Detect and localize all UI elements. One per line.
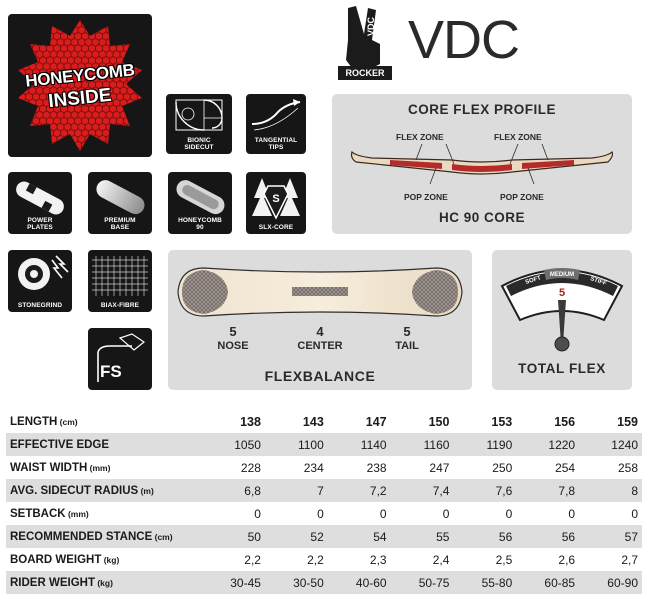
table-cell: 1160 xyxy=(391,433,454,456)
table-row xyxy=(6,548,642,571)
table-cell: 1100 xyxy=(265,433,328,456)
table-cell: 60-90 xyxy=(579,571,642,594)
total-flex-panel xyxy=(492,250,632,390)
table-cell: 0 xyxy=(317,506,324,521)
table-cell: 55 xyxy=(391,525,454,548)
row-label xyxy=(6,525,202,548)
table-cell: 2,3 xyxy=(369,552,387,567)
tail-label: TAIL xyxy=(395,340,419,352)
fs-label: FS xyxy=(100,362,122,381)
table-header-row xyxy=(6,410,642,433)
power-plates-badge xyxy=(8,172,72,234)
pop-zone-right-label: POP ZONE xyxy=(500,192,544,202)
table-cell: 1140 xyxy=(328,433,391,456)
row-label-unit: (m) xyxy=(138,485,154,496)
table-row xyxy=(6,502,642,525)
row-label xyxy=(6,571,202,594)
core-flex-profile-title: CORE FLEX PROFILE xyxy=(407,102,556,117)
flex-zone-left-label: FLEX ZONE xyxy=(396,132,444,142)
table-cell: 56 xyxy=(516,525,579,548)
honeycomb-line2: INSIDE xyxy=(47,84,113,113)
row-label xyxy=(6,410,202,433)
table-cell: 8 xyxy=(579,479,642,502)
table-row xyxy=(6,456,642,479)
table-row xyxy=(6,479,642,502)
honeycomb90-label2: 90 xyxy=(196,224,204,231)
table-cell: 147 xyxy=(365,414,387,429)
table-cell: 1220 xyxy=(516,433,579,456)
table-cell: 55-80 xyxy=(453,571,516,594)
table-cell: 7,4 xyxy=(391,479,454,502)
table-cell: 1050 xyxy=(202,433,265,456)
row-label-text: BOARD WEIGHT xyxy=(10,553,102,566)
row-label-text: LENGTH xyxy=(10,415,58,428)
power-plates-label1: POWER xyxy=(27,217,53,224)
slx-core-badge xyxy=(246,172,306,234)
table-cell: 138 xyxy=(240,414,261,429)
table-row xyxy=(6,571,642,594)
table-cell: 250 xyxy=(492,460,513,475)
flexbalance-title: FLEXBALANCE xyxy=(264,368,376,384)
row-label-unit: (kg) xyxy=(94,577,113,588)
premium-base-badge xyxy=(88,172,152,234)
table-cell: 2,2 xyxy=(244,552,261,567)
honeycomb90-badge xyxy=(168,172,232,234)
power-plates-label2: PLATES xyxy=(27,224,53,231)
gauge-value: 5 xyxy=(558,287,566,299)
bionic-label1: BIONIC xyxy=(187,137,211,144)
tail-value: 5 xyxy=(403,324,411,339)
table-cell: 7 xyxy=(265,479,328,502)
row-label xyxy=(6,548,202,571)
biax-label: BIAX-FIBRE xyxy=(100,302,140,309)
table-cell: 0 xyxy=(631,506,638,521)
board-topsheet-diagram xyxy=(168,256,472,328)
table-cell: 228 xyxy=(240,460,261,475)
total-flex-title: TOTAL FLEX xyxy=(518,361,606,376)
flex-gauge-icon xyxy=(492,250,632,356)
tangential-label2: TIPS xyxy=(268,144,284,151)
row-label xyxy=(6,456,202,479)
biax-fibre-badge xyxy=(88,250,152,312)
logo-hand-text: VDC xyxy=(366,16,376,36)
premium-base-label2: BASE xyxy=(110,224,130,231)
table-cell: 0 xyxy=(568,506,576,521)
table-cell: 57 xyxy=(579,525,642,548)
table-cell: 0 xyxy=(442,506,450,521)
row-label-text: AVG. SIDECUT RADIUS xyxy=(10,484,139,497)
center-value: 4 xyxy=(316,324,324,339)
honeycomb90-label1: HONEYCOMB xyxy=(178,217,222,224)
table-cell: 1190 xyxy=(453,433,516,456)
table-cell: 143 xyxy=(302,414,324,429)
stonegrind-badge xyxy=(8,250,72,312)
honeycomb-inside-badge xyxy=(8,14,152,157)
nose-label: NOSE xyxy=(217,340,249,352)
table-cell: 56 xyxy=(453,525,516,548)
pop-zone-left-label: POP ZONE xyxy=(404,192,448,202)
row-label-unit: (mm) xyxy=(65,508,89,519)
row-label-unit: (mm) xyxy=(87,462,111,473)
table-row xyxy=(6,525,642,548)
row-label xyxy=(6,479,202,502)
table-cell: 2,5 xyxy=(495,552,513,567)
row-label-text: WAIST WIDTH xyxy=(10,461,88,474)
table-cell: 54 xyxy=(328,525,391,548)
row-label-unit: (kg) xyxy=(101,554,120,565)
row-label xyxy=(6,502,202,525)
honeycomb-line1: HONEYCOMB xyxy=(24,60,136,91)
row-label-unit: (cm) xyxy=(152,531,173,542)
table-cell: 50-75 xyxy=(391,571,454,594)
table-cell: 156 xyxy=(554,414,576,429)
row-label-text: SETBACK xyxy=(10,507,66,520)
tangential-tips-badge xyxy=(246,94,306,154)
gauge-soft-label: SOFT xyxy=(524,275,542,286)
table-cell: 247 xyxy=(429,460,450,475)
table-cell: 153 xyxy=(491,414,513,429)
row-label-text: RIDER WEIGHT xyxy=(10,576,95,589)
row-label-unit: (cm) xyxy=(57,416,78,427)
core-profile-diagram xyxy=(332,144,632,184)
table-cell: 30-45 xyxy=(202,571,265,594)
vdc-rocker-logo xyxy=(334,4,396,84)
center-label: CENTER xyxy=(297,340,343,352)
table-cell: 234 xyxy=(303,460,324,475)
tangential-label1: TANGENTIAL xyxy=(254,137,298,144)
table-cell: 258 xyxy=(617,460,638,475)
table-cell: 150 xyxy=(428,414,450,429)
nose-value: 5 xyxy=(229,324,237,339)
flex-zone-right-label: FLEX ZONE xyxy=(494,132,542,142)
table-cell: 238 xyxy=(366,460,387,475)
product-title: VDC xyxy=(408,10,520,70)
table-cell: 60-85 xyxy=(516,571,579,594)
table-cell: 7,8 xyxy=(516,479,579,502)
row-label-text: EFFECTIVE EDGE xyxy=(10,438,110,451)
row-label xyxy=(6,433,202,456)
table-row xyxy=(6,433,642,456)
table-cell: 2,2 xyxy=(307,552,324,567)
core-flex-profile-panel xyxy=(332,94,632,234)
slx-core-label: SLX-CORE xyxy=(258,224,294,231)
table-cell: 159 xyxy=(617,414,638,429)
table-cell: 2,4 xyxy=(432,552,450,567)
table-cell: 2,7 xyxy=(621,552,638,567)
logo-sub: ROCKER xyxy=(345,68,385,78)
table-cell: 52 xyxy=(265,525,328,548)
fs-badge xyxy=(88,328,152,390)
flexbalance-panel xyxy=(168,250,472,390)
stonegrind-label: STONEGRIND xyxy=(17,302,63,309)
table-cell: 40-60 xyxy=(328,571,391,594)
table-cell: 7,2 xyxy=(328,479,391,502)
table-cell: 0 xyxy=(505,506,513,521)
bionic-sidecut-badge xyxy=(166,94,232,154)
gauge-stiff-label: STIFF xyxy=(589,276,608,288)
svg-text:S: S xyxy=(272,193,280,205)
table-cell: 2,6 xyxy=(558,552,576,567)
row-label-text: RECOMMENDED STANCE xyxy=(10,530,153,543)
table-cell: 7,6 xyxy=(453,479,516,502)
premium-base-label1: PREMIUM xyxy=(104,217,136,224)
core-name: HC 90 CORE xyxy=(438,210,526,225)
table-cell: 0 xyxy=(379,506,387,521)
specs-table xyxy=(6,410,642,594)
table-cell: 254 xyxy=(555,460,576,475)
table-cell: 50 xyxy=(202,525,265,548)
table-cell: 6,8 xyxy=(202,479,265,502)
table-cell: 1240 xyxy=(579,433,642,456)
bionic-label2: SIDECUT xyxy=(184,144,214,151)
table-cell: 0 xyxy=(254,506,261,521)
gauge-medium-label: MEDIUM xyxy=(549,272,575,278)
table-cell: 30-50 xyxy=(265,571,328,594)
